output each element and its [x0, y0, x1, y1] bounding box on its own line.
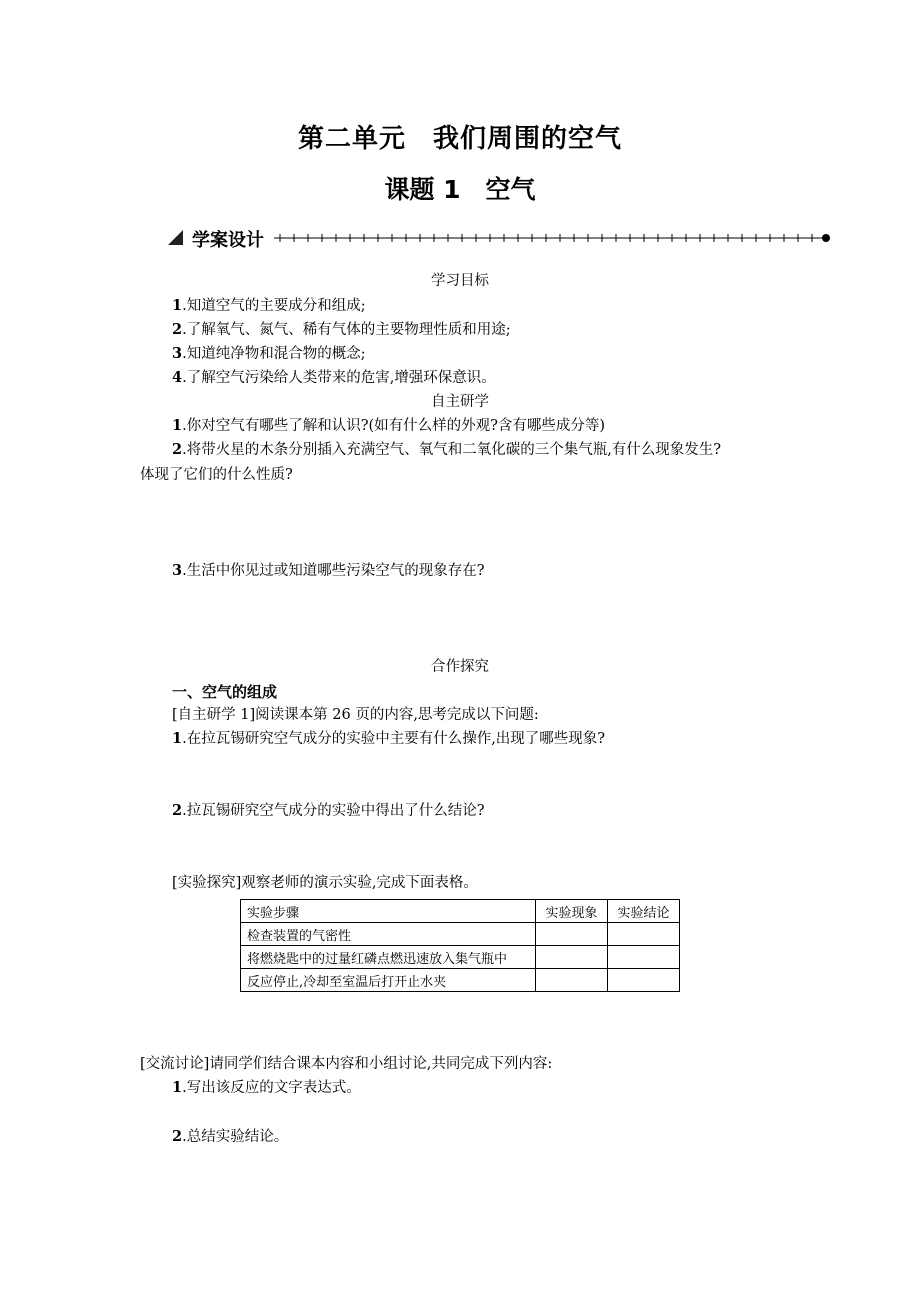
objective-item: 2.了解氧气、氮气、稀有气体的主要物理性质和用途;	[172, 321, 511, 338]
experiment-table	[240, 899, 680, 992]
self-study-q1: 1.你对空气有哪些了解和认识?(如有什么样的外观?含有哪些成分等)	[172, 417, 606, 434]
table-cell: 检查装置的气密性	[241, 923, 536, 946]
banner-label: 学案设计	[192, 230, 264, 251]
objectives-heading: 学习目标	[431, 273, 489, 289]
experiment-intro: [实验探究]观察老师的演示实验,完成下面表格。	[172, 875, 478, 891]
cooperation-heading: 合作探究	[431, 659, 489, 675]
self-study-q3: 3.生活中你见过或知道哪些污染空气的现象存在?	[172, 562, 485, 579]
cooperation-q1: 1.在拉瓦锡研究空气成分的实验中主要有什么操作,出现了哪些现象?	[172, 730, 606, 747]
discussion-q2: 2.总结实验结论。	[172, 1128, 289, 1145]
table-header: 实验现象	[536, 900, 608, 923]
discussion-q1: 1.写出该反应的文字表达式。	[172, 1079, 361, 1096]
discussion-intro: [交流讨论]请同学们结合课本内容和小组讨论,共同完成下列内容:	[140, 1056, 553, 1072]
banner-triangle-icon	[168, 230, 183, 245]
table-cell	[536, 946, 608, 969]
self-study-q2: 2.将带火星的木条分别插入充满空气、氧气和二氧化碳的三个集气瓶,有什么现象发生?	[172, 441, 722, 458]
table-cell	[608, 923, 680, 946]
table-row	[241, 923, 680, 946]
table-cell	[536, 923, 608, 946]
objective-item: 3.知道纯净物和混合物的概念;	[172, 345, 366, 362]
banner-dotted-line	[274, 228, 834, 248]
table-cell	[536, 969, 608, 992]
table-row	[241, 946, 680, 969]
cooperation-q2: 2.拉瓦锡研究空气成分的实验中得出了什么结论?	[172, 802, 485, 819]
lesson-title: 课题 1 空气	[384, 175, 536, 204]
table-cell	[608, 946, 680, 969]
table-cell	[608, 969, 680, 992]
self-study-heading: 自主研学	[431, 394, 489, 410]
unit-title: 第二单元 我们周围的空气	[297, 124, 622, 154]
table-cell: 将燃烧匙中的过量红磷点燃迅速放入集气瓶中	[241, 946, 536, 969]
table-cell: 反应停止,冷却至室温后打开止水夹	[241, 969, 536, 992]
section-banner	[168, 228, 832, 251]
objective-item: 4.了解空气污染给人类带来的危害,增强环保意识。	[172, 369, 496, 386]
self-study-q2-cont: 体现了它们的什么性质?	[140, 467, 293, 483]
section-air-composition: 一、空气的组成	[172, 683, 278, 701]
objective-item: 1.知道空气的主要成分和组成;	[172, 297, 366, 314]
table-header: 实验结论	[608, 900, 680, 923]
table-header: 实验步骤	[241, 900, 536, 923]
table-header-row	[241, 900, 680, 923]
study-intro: [自主研学 1]阅读课本第 26 页的内容,思考完成以下问题:	[172, 707, 539, 723]
table-row	[241, 969, 680, 992]
